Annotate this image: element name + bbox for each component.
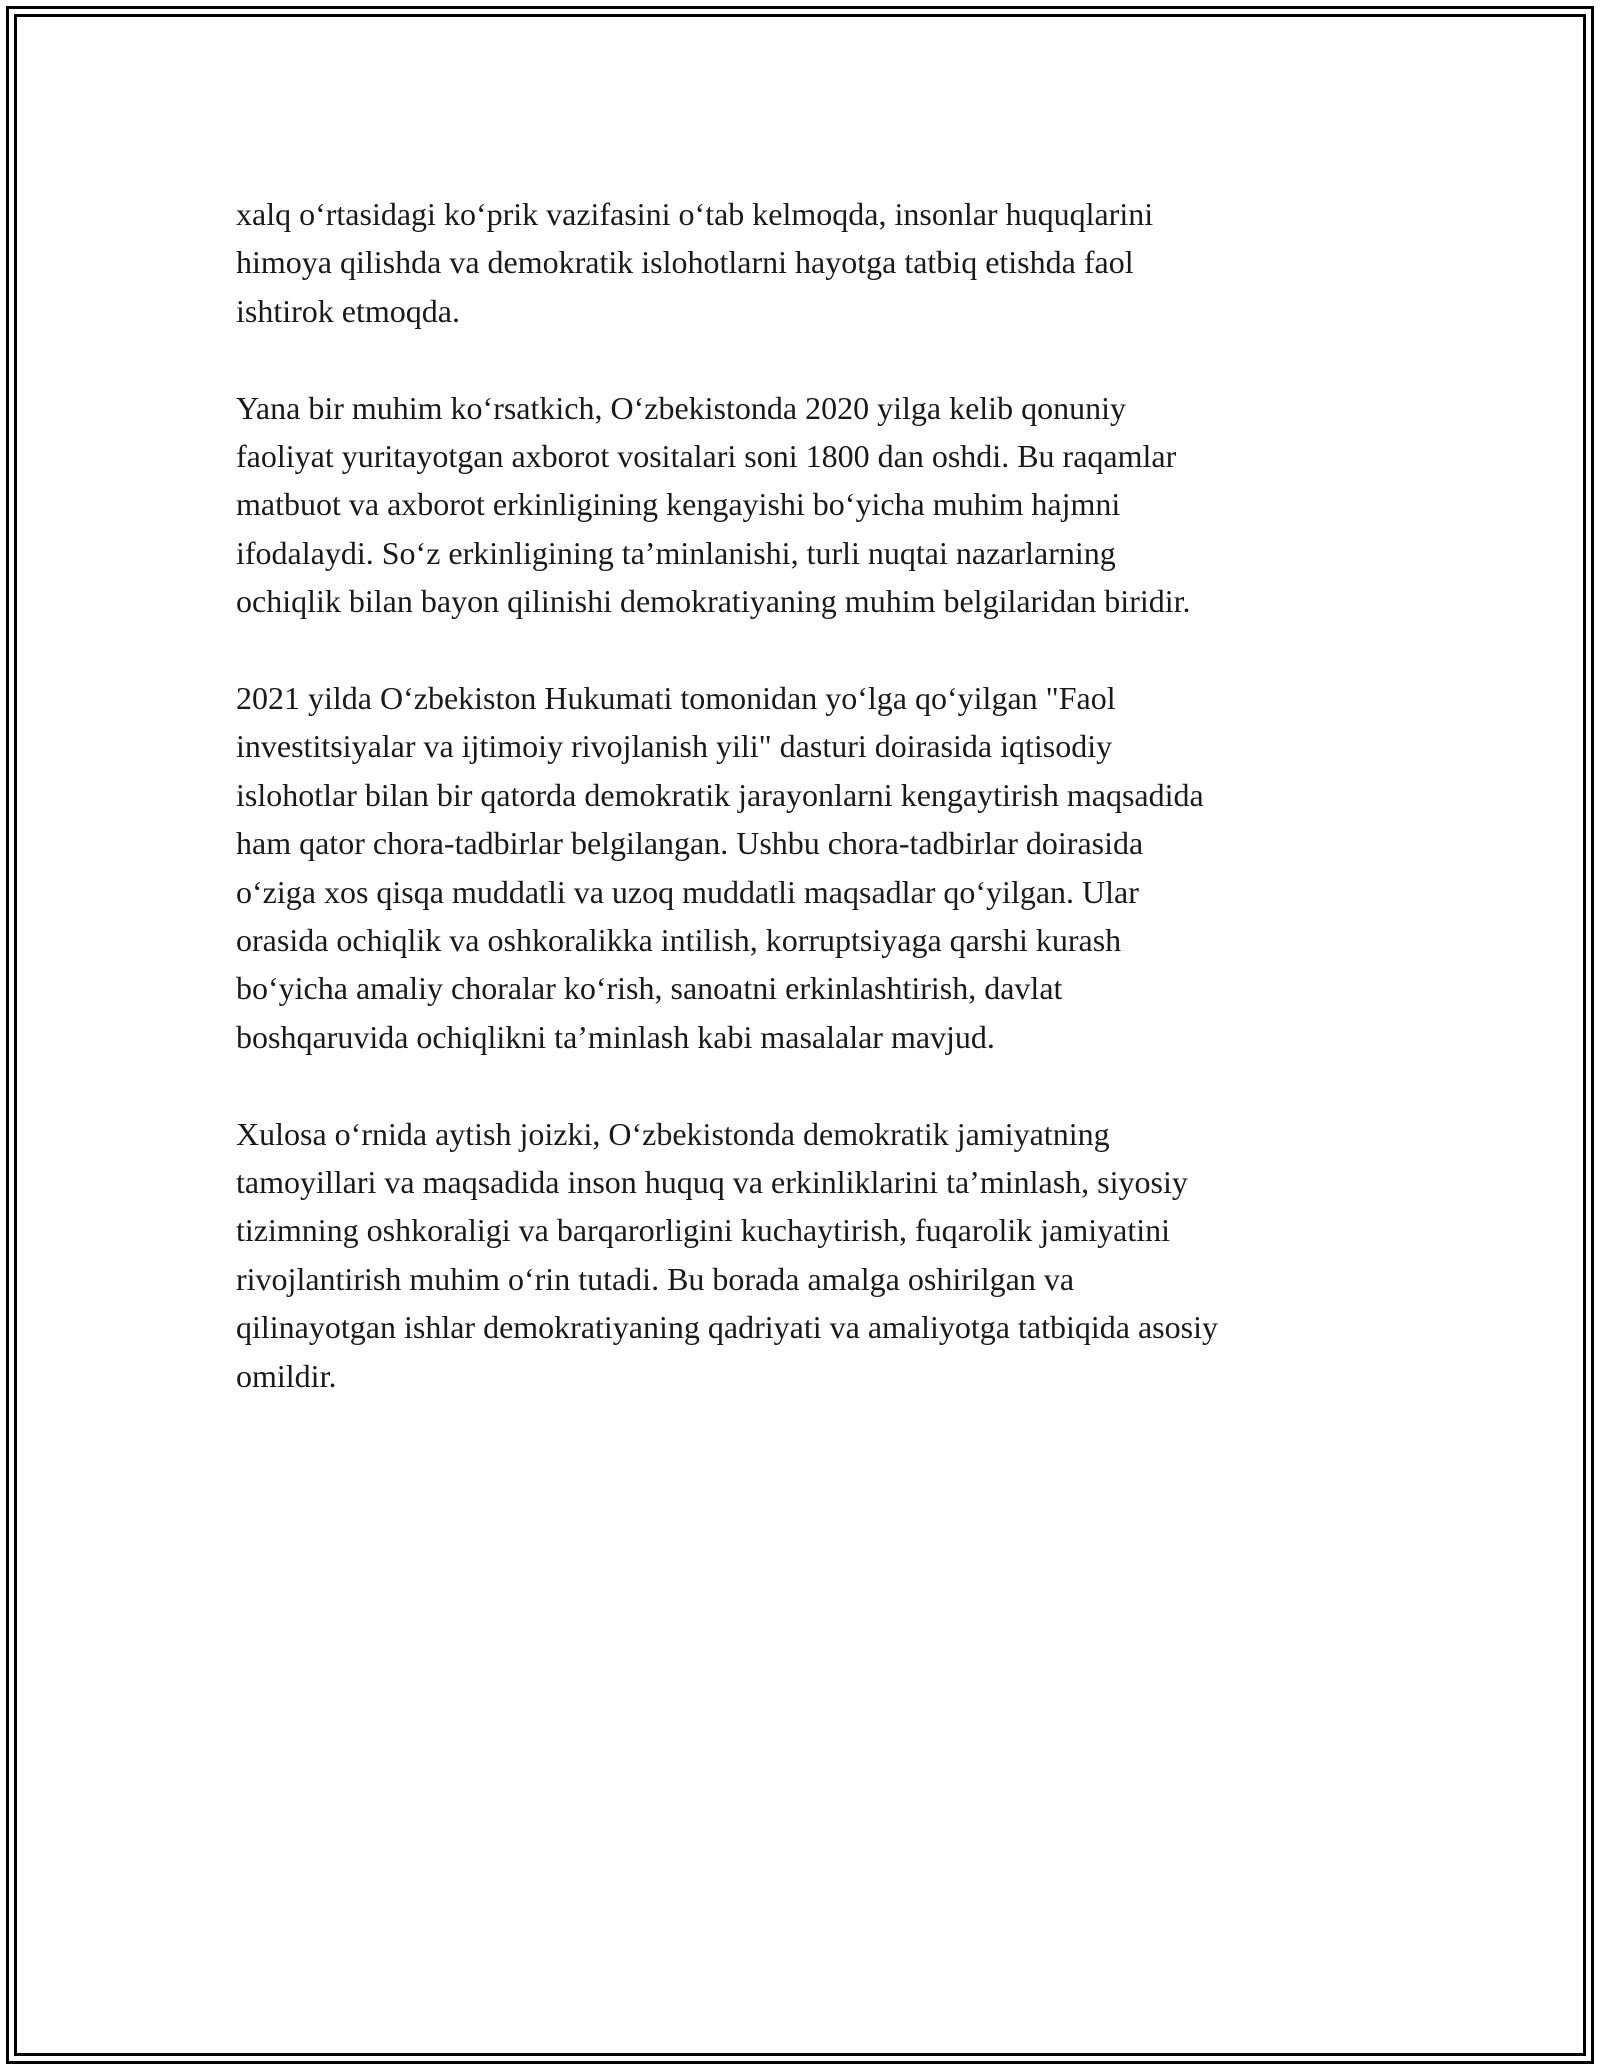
text-line: orasida ochiqlik va oshkoralikka intilish, korruptsiyaga qarshi kurash (236, 922, 1122, 959)
text-line: boshqaruvida ochiqlikni ta’minlash kabi masalalar mavjud. (236, 1018, 995, 1055)
text-line: himoya qilishda va demokratik islohotlarni hayotga tatbiq etishda faol (236, 244, 1134, 281)
text-line: Yana bir muhim ko‘rsatkich, O‘zbekistonda 2020 yilga kelib qonuniy (236, 389, 1126, 426)
text-line: matbuot va axborot erkinligining kengayishi bo‘yicha muhim hajmni (236, 486, 1121, 523)
text-line: faoliyat yuritayotgan axborot vositalari soni 1800 dan oshdi. Bu raqamlar (236, 438, 1177, 475)
paragraph-2 (236, 384, 1416, 626)
text-line: o‘ziga xos qisqa muddatli va uzoq muddatli maqsadlar qo‘yilgan. Ular (236, 873, 1139, 910)
text-line: tizimning oshkoraligi va barqarorligini kuchaytirish, fuqarolik jamiyatini (236, 1212, 1171, 1249)
text-line: tamoyillari va maqsadida inson huquq va erkinliklarini ta’minlash, siyosiy (236, 1164, 1188, 1201)
text-line: investitsiyalar va ijtimoiy rivojlanish yili" dasturi doirasida iqtisodiy (236, 728, 1113, 765)
text-line: ham qator chora-tadbirlar belgilangan. Ushbu chora-tadbirlar doirasida (236, 825, 1144, 862)
text-line: ifodalaydi. So‘z erkinligining ta’minlanishi, turli nuqtai nazarlarning (236, 534, 1116, 571)
paragraph-4 (236, 1110, 1416, 1400)
text-line: omildir. (236, 1357, 337, 1394)
text-line: Xulosa o‘rnida aytish joizki, O‘zbekistonda demokratik jamiyatning (236, 1115, 1110, 1152)
paragraph-1 (236, 190, 1416, 335)
text-line: rivojlantirish muhim o‘rin tutadi. Bu borada amalga oshirilgan va (236, 1260, 1075, 1297)
text-line: ochiqlik bilan bayon qilinishi demokratiyaning muhim belgilaridan biridir. (236, 583, 1191, 620)
text-line: islohotlar bilan bir qatorda demokratik jarayonlarni kengaytirish maqsadida (236, 776, 1204, 813)
text-line: bo‘yicha amaliy choralar ko‘rish, sanoatni erkinlashtirish, davlat (236, 970, 1063, 1007)
text-line: xalq o‘rtasidagi ko‘prik vazifasini o‘tab kelmoqda, insonlar huquqlarini (236, 196, 1154, 232)
text-line: 2021 yilda O‘zbekiston Hukumati tomonidan yo‘lga qo‘yilgan "Faol (236, 680, 1116, 717)
text-line: ishtirok etmoqda. (236, 292, 460, 329)
paragraph-3 (236, 674, 1416, 1061)
document-body (236, 190, 1416, 1449)
text-line: qilinayotgan ishlar demokratiyaning qadriyati va amaliyotga tatbiqida asosiy (236, 1309, 1218, 1346)
